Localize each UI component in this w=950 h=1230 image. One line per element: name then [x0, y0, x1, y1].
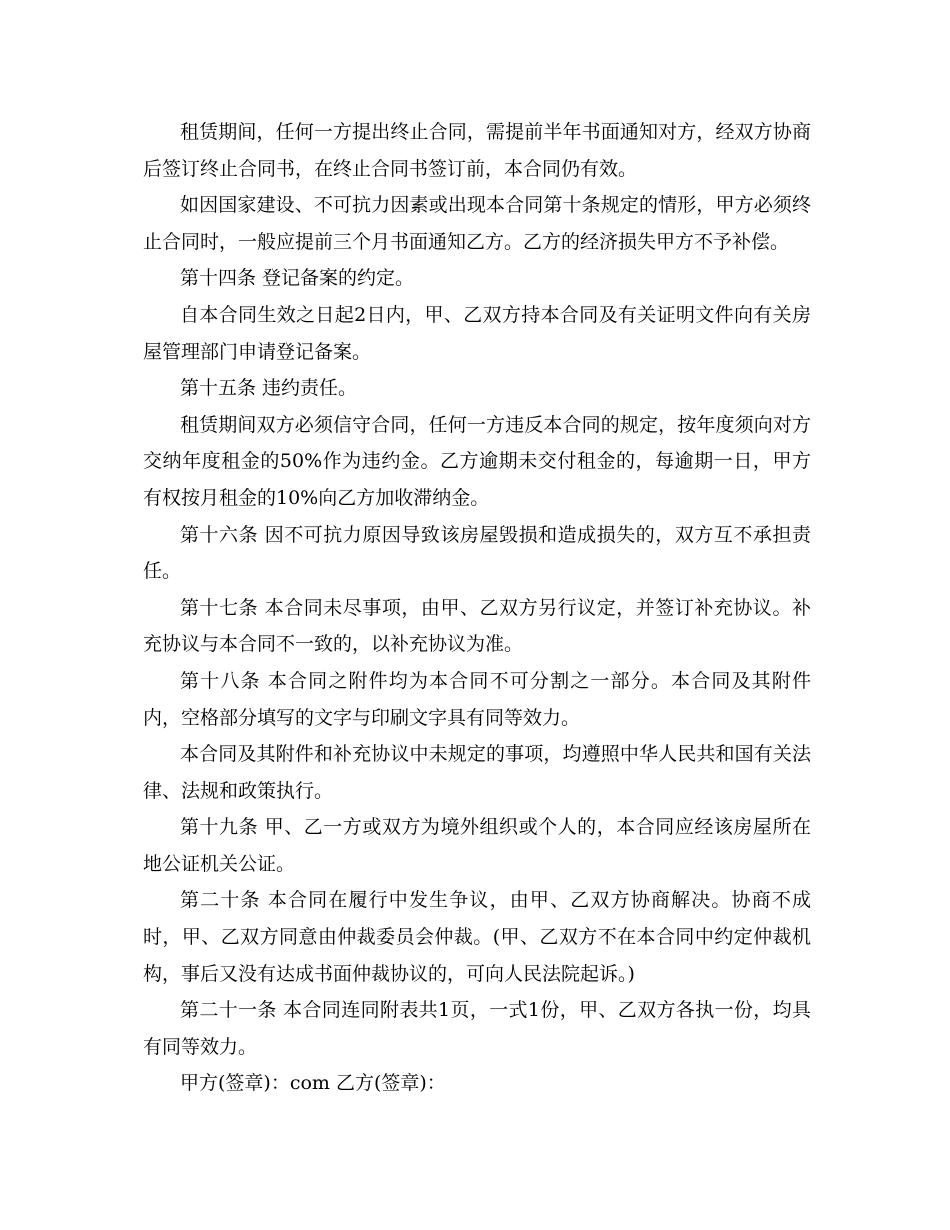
signature-line: 甲方(签章)：com 乙方(签章)： [180, 1072, 446, 1095]
document-body [143, 114, 811, 1102]
article-17-paragraph: 第十七条 本合同未尽事项，由甲、乙双方另行议定，并签订补充协议。补充协议与本合同不一致的，以补充协议为准。 [143, 596, 811, 656]
paragraph-applicable-law: 本合同及其附件和补充协议中未规定的事项，均遵照中华人民共和国有关法律、法规和政策执行。 [143, 743, 811, 802]
article-18-paragraph: 第十八条 本合同之附件均为本合同不可分割之一部分。本合同及其附件内，空格部分填写的文字与印刷文字具有同等效力。 [143, 669, 811, 729]
article-16-paragraph: 第十六条 因不可抗力原因导致该房屋毁损和造成损失的，双方互不承担责任。 [143, 523, 811, 583]
article-19-paragraph: 第十九条 甲、乙一方或双方为境外组织或个人的，本合同应经该房屋所在地公证机关公证。 [143, 816, 811, 875]
article-15-heading: 第十五条 违约责任。 [180, 377, 358, 400]
paragraph-registration: 自本合同生效之日起2日内，甲、乙双方持本合同及有关证明文件向有关房屋管理部门申请登记备案。 [143, 303, 811, 363]
article-14-heading: 第十四条 登记备案的约定。 [180, 267, 415, 290]
paragraph-force-majeure-termination: 如因国家建设、不可抗力因素或出现本合同第十条规定的情形，甲方必须终止合同时，一般应提前三个月书面通知乙方。乙方的经济损失甲方不予补偿。 [143, 194, 811, 253]
paragraph-breach-liability: 租赁期间双方必须信守合同，任何一方违反本合同的规定，按年度须向对方交纳年度租金的50%作为违约金。乙方逾期未交付租金的，每逾期一日，甲方有权按月租金的10%向乙方加收滞纳金。 [143, 413, 811, 509]
article-21-paragraph: 第二十一条 本合同连同附表共1页，一式1份，甲、乙双方各执一份，均具有同等效力。 [143, 999, 811, 1058]
paragraph-termination-notice: 租赁期间，任何一方提出终止合同，需提前半年书面通知对方，经双方协商后签订终止合同书，在终止合同书签订前，本合同仍有效。 [143, 121, 811, 180]
article-20-paragraph: 第二十条 本合同在履行中发生争议，由甲、乙双方协商解决。协商不成时，甲、乙双方同意由仲裁委员会仲裁。(甲、乙双方不在本合同中约定仲裁机构，事后又没有达成书面仲裁协议的，可向人民法院起诉。) [143, 889, 811, 985]
